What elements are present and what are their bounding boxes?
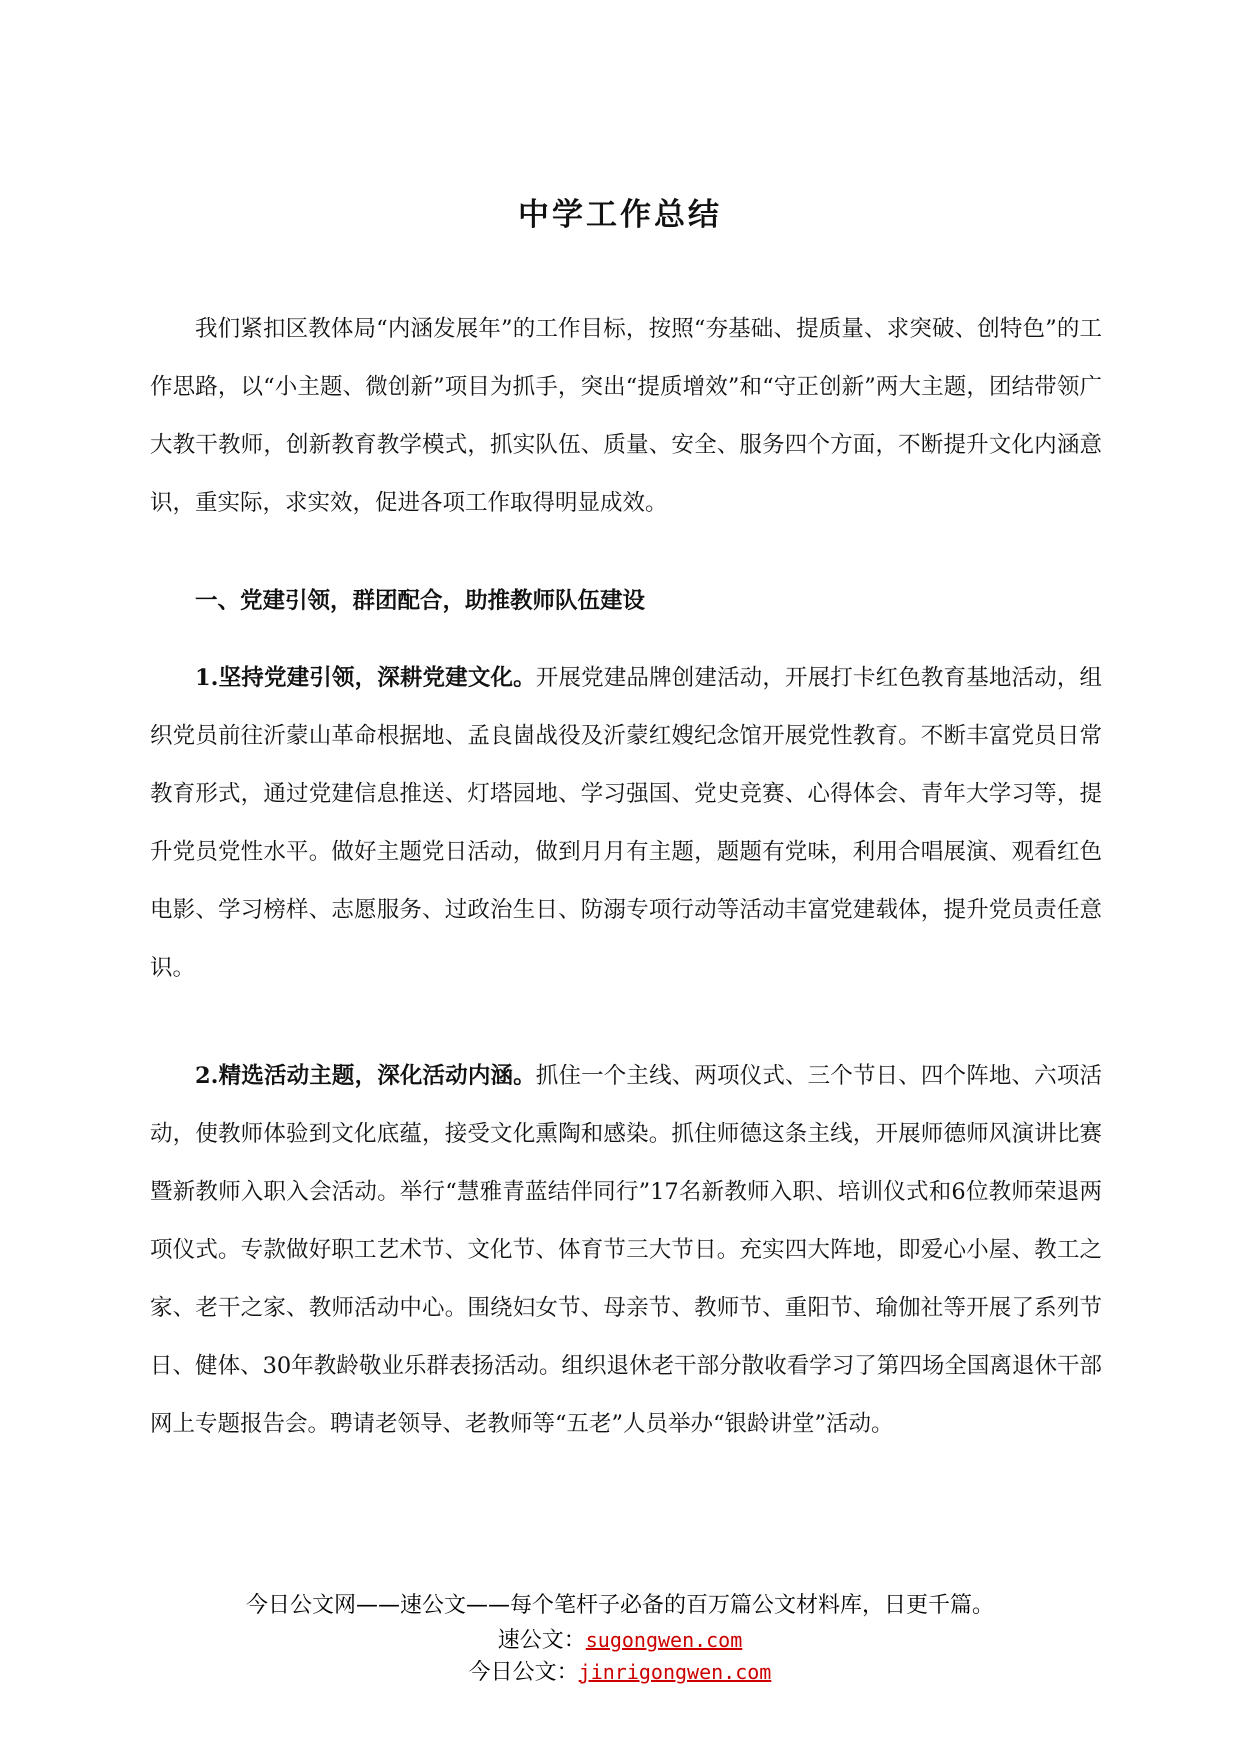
item-1-lead: 1.坚持党建引领，深耕党建文化。 — [195, 665, 536, 691]
item-1-text: 开展党建品牌创建活动，开展打卡红色教育基地活动，组织党员前往沂蒙山革命根据地、孟良崮战役及沂蒙红嫂纪念馆开展党性教育。不断丰富党员日常教育形式，通过党建信息推送、灯塔园地、学习强国、党史竞赛、心得体会、青年大学习等，提升党员党性水平。做好主题党日活动，做到月月有主题，题题有党味，利用合唱展演、观看红色电影、学习榜样、志愿服务、过政治生日、防溺专项行动等活动丰富党建载体，提升党员责任意识。 — [150, 665, 1102, 981]
footer-jinrigongwen-label: 今日公文： — [468, 1660, 579, 1685]
item-2-paragraph — [150, 1047, 1102, 1453]
item-2-lead: 2.精选活动主题，深化活动内涵。 — [195, 1063, 536, 1089]
footer-promo-line: 今日公文网——速公文——每个笔杆子必备的百万篇公文材料库，日更千篇。 — [245, 1593, 994, 1618]
section-heading: 一、党建引领，群团配合，助推教师队伍建设 — [195, 588, 646, 614]
footer-sugongwen-line — [0, 1624, 1240, 1657]
jinrigongwen-link[interactable]: jinrigongwen.com — [578, 1660, 772, 1684]
sugongwen-link[interactable]: sugongwen.com — [585, 1628, 743, 1652]
document-title: 中学工作总结 — [518, 197, 722, 233]
item-2-text: 抓住一个主线、两项仪式、三个节日、四个阵地、六项活动，使教师体验到文化底蕴，接受文化熏陶和感染。抓住师德这条主线，开展师德师风演讲比赛暨新教师入职入会活动。举行“慧雅青蓝结伴同行”17名新教师入职、培训仪式和6位教师荣退两项仪式。专款做好职工艺术节、文化节、体育节三大节日。充实四大阵地，即爱心小屋、教工之家、老干之家、教师活动中心。围绕妇女节、母亲节、教师节、重阳节、瑜伽社等开展了系列节日、健体、30年教龄敬业乐群表扬活动。组织退休老干部分散收看学习了第四场全国离退休干部网上专题报告会。聘请老领导、老教师等“五老”人员举办“银龄讲堂”活动。 — [150, 1063, 1102, 1437]
item-1-paragraph — [150, 649, 1102, 997]
footer-sugongwen-label: 速公文： — [497, 1628, 586, 1653]
footer-jinrigongwen-line — [0, 1656, 1240, 1689]
intro-paragraph: 我们紧扣区教体局“内涵发展年”的工作目标，按照“夯基础、提质量、求突破、创特色”的工作思路，以“小主题、微创新”项目为抓手，突出“提质增效”和“守正创新”两大主题，团结带领广大教干教师，创新教育教学模式，抓实队伍、质量、安全、服务四个方面，不断提升文化内涵意识，重实际，求实效，促进各项工作取得明显成效。 — [150, 316, 1102, 516]
